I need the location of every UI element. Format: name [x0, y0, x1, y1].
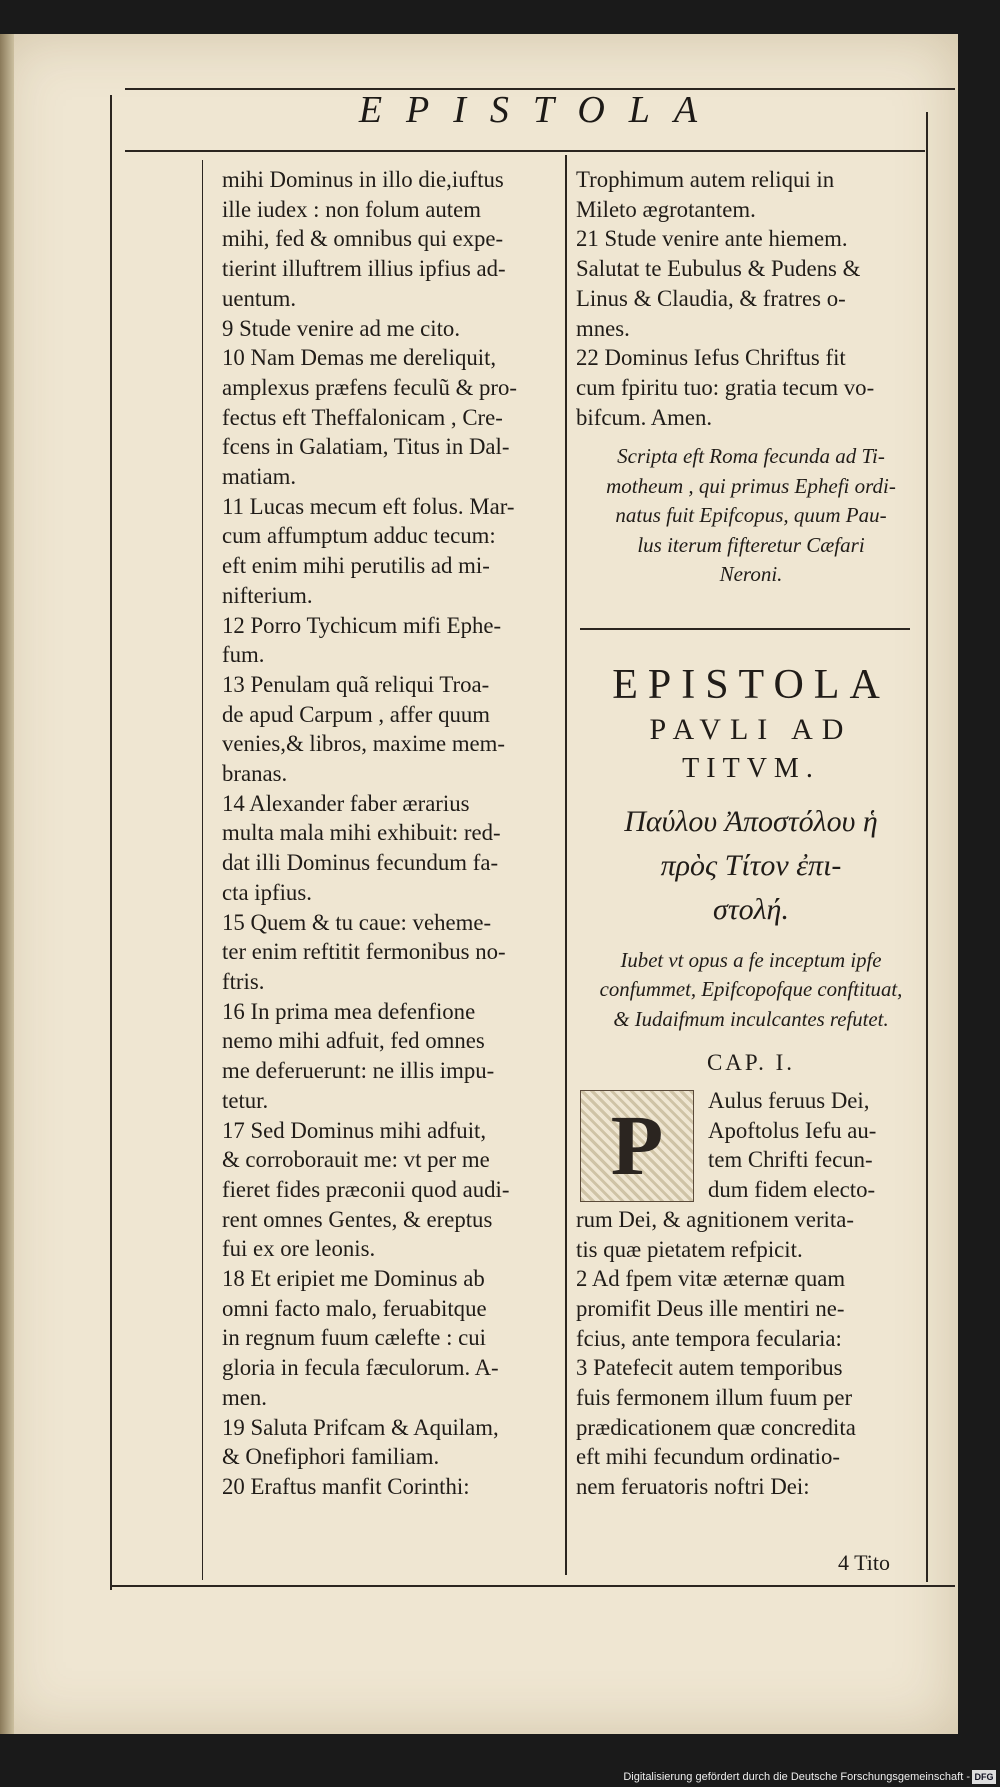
text-line: gloria in fecula fæculorum. A- [222, 1355, 499, 1381]
left-frame-line [110, 95, 112, 1590]
text-line: uentum. [222, 285, 297, 311]
text-line: Aulus feruus Dei, [708, 1088, 870, 1114]
right-column [576, 165, 926, 1502]
text-line: bifcum. Amen. [576, 404, 713, 430]
text-line: rent omnes Gentes, & ereptus [222, 1206, 493, 1232]
text-line: in regnum fuum cælefte : cui [222, 1325, 486, 1351]
left-column [222, 165, 562, 1502]
text-line: fcens in Galatiam, Titus in Dal- [222, 434, 510, 460]
subscription-line: motheum , qui primus Ephefi ordi- [606, 473, 896, 498]
epistle-title: EPISTOLA [612, 661, 890, 708]
text-line: 19 Saluta Prifcam & Aquilam, [222, 1414, 499, 1440]
text-line: dat illi Dominus fecundum fa- [222, 850, 499, 876]
text-line: 13 Penulam quã reliqui Troa- [222, 671, 490, 697]
text-line: omni facto malo, feruabitque [222, 1295, 487, 1321]
text-line: prædicationem quæ concredita [576, 1414, 856, 1440]
greek-title-line: στολή. [713, 892, 789, 926]
text-line: 15 Quem & tu caue: veheme- [222, 909, 492, 935]
text-line: mihi, fed & omnibus qui expe- [222, 226, 504, 252]
text-line: eft enim mihi perutilis ad mi- [222, 553, 490, 579]
initial-letter: P [610, 1097, 664, 1194]
greek-title-line: πρὸς Τίτον ἐπι- [660, 848, 842, 882]
text-line: fcius, ante tempora fecularia: [576, 1325, 842, 1351]
text-line: ille iudex : non folum autem [222, 196, 481, 222]
subscription-line: Neroni. [719, 562, 783, 587]
text-line: Mileto ægrotantem. [576, 196, 756, 222]
text-line: cta ipfius. [222, 879, 312, 905]
text-line: tierint illuftrem illius ipfius ad- [222, 256, 506, 282]
greek-title [576, 800, 926, 932]
text-line: fui ex ore leonis. [222, 1236, 376, 1262]
text-line: Salutat te Eubulus & Pudens & [576, 256, 861, 282]
text-line: 9 Stude venire ad me cito. [222, 315, 461, 341]
column-divider [202, 160, 203, 1580]
text-line: tis quæ pietatem refpicit. [576, 1236, 803, 1262]
subscription [576, 442, 926, 590]
catchword: 4 Tito [838, 1550, 890, 1575]
text-line: 11 Lucas mecum eft folus. Mar- [222, 493, 515, 519]
text-line: ter enim reftitit fermonibus no- [222, 939, 506, 965]
text-line: cum affumptum adduc tecum: [222, 523, 496, 549]
text-line: branas. [222, 761, 288, 787]
text-line: matiam. [222, 464, 297, 490]
decorated-initial [580, 1090, 694, 1202]
bottom-rule [110, 1585, 955, 1587]
text-line: 21 Stude venire ante hiemem. [576, 226, 848, 252]
argument-line: confummet, Epifcopofque conftituat, [599, 978, 903, 1002]
text-line: amplexus præfens feculũ & pro- [222, 374, 518, 400]
text-line: eft mihi fecundum ordinatio- [576, 1444, 840, 1470]
text-line: nem feruatoris noftri Dei: [576, 1474, 810, 1500]
text-line: tetur. [222, 1087, 269, 1113]
text-line: 22 Dominus Iefus Chriftus fit [576, 345, 846, 371]
text-line: rum Dei, & agnitionem verita- [576, 1206, 854, 1232]
text-line: fectus eft Theffalonicam , Cre- [222, 404, 503, 430]
text-line: multa mala mihi exhibuit: red- [222, 820, 501, 846]
text-line: Linus & Claudia, & fratres o- [576, 285, 846, 311]
page-gutter [0, 34, 14, 1734]
chapter-heading: CAP. I. [706, 1050, 796, 1076]
chapter-verses [576, 1205, 926, 1502]
subscription-line: natus fuit Epifcopus, quum Pau- [615, 503, 887, 528]
text-line: & Onefiphori familiam. [222, 1444, 440, 1470]
epistle-title-line2: PAVLI AD [649, 712, 853, 746]
text-line: Apoftolus Iefu au- [708, 1117, 877, 1143]
running-head: EPISTOLA [358, 89, 722, 131]
text-line: 12 Porro Tychicum mifi Ephe- [222, 612, 502, 638]
text-line: me deferuerunt: ne illis impu- [222, 1058, 495, 1084]
text-line: 17 Sed Dominus mihi adfuit, [222, 1117, 487, 1143]
text-line: venies,& libros, maxime mem- [222, 731, 506, 757]
subscription-line: Scripta eft Roma fecunda ad Ti- [617, 444, 885, 469]
text-line: 16 In prima mea defenfione [222, 998, 476, 1024]
subscription-line: lus iterum fifteretur Cæfari [637, 532, 865, 557]
text-line: dum fidem electo- [708, 1177, 876, 1203]
column-divider [565, 155, 567, 1575]
text-line: fuis fermonem illum fuum per [576, 1385, 853, 1411]
text-line: fum. [222, 642, 265, 668]
text-line: 20 Eraftus manfit Corinthi: [222, 1473, 470, 1499]
text-line: mihi Dominus in illo die,iuftus [222, 167, 504, 192]
text-line: 14 Alexander faber ærarius [222, 790, 470, 816]
right-frame-line [926, 112, 928, 1582]
text-line: cum fpiritu tuo: gratia tecum vo- [576, 374, 875, 400]
text-line: & corroborauit me: vt per me [222, 1147, 490, 1173]
right-column-verses [576, 165, 926, 432]
argument-line: & Iudaifmum inculcantes refutet. [613, 1007, 889, 1031]
text-line: promifit Deus ille mentiri ne- [576, 1295, 845, 1321]
chapter-opening [576, 1086, 926, 1205]
text-line: tem Chrifti fecun- [708, 1147, 873, 1173]
text-line: mnes. [576, 315, 630, 341]
text-line: 18 Et eripiet me Dominus ab [222, 1266, 485, 1292]
text-line: men. [222, 1384, 267, 1410]
text-line: de apud Carpum , affer quum [222, 701, 490, 727]
text-line: 3 Patefecit autem temporibus [576, 1355, 843, 1381]
header-rule [125, 150, 925, 152]
section-separator [580, 628, 910, 630]
text-line: 2 Ad fpem vitæ æternæ quam [576, 1266, 846, 1292]
text-line: nemo mihi adfuit, fed omnes [222, 1028, 485, 1054]
argument-line: Iubet vt opus a fe inceptum ipfe [620, 948, 882, 972]
text-line: fieret fides præconii quod audi- [222, 1176, 510, 1202]
dfg-logo: DFG [972, 1770, 996, 1784]
text-line: 10 Nam Demas me dereliquit, [222, 345, 497, 371]
greek-title-line: Παύλου Ἀποστόλου ἡ [624, 804, 878, 838]
epistle-title-line3: TITVM. [682, 752, 820, 784]
digitization-credit: Digitalisierung gefördert durch die Deutsche Forschungsgemeinschaft - [623, 1771, 970, 1783]
text-line: Trophimum autem reliqui in [576, 167, 835, 192]
text-line: nifterium. [222, 582, 313, 608]
text-line: ftris. [222, 968, 265, 994]
chapter-argument [576, 946, 926, 1035]
